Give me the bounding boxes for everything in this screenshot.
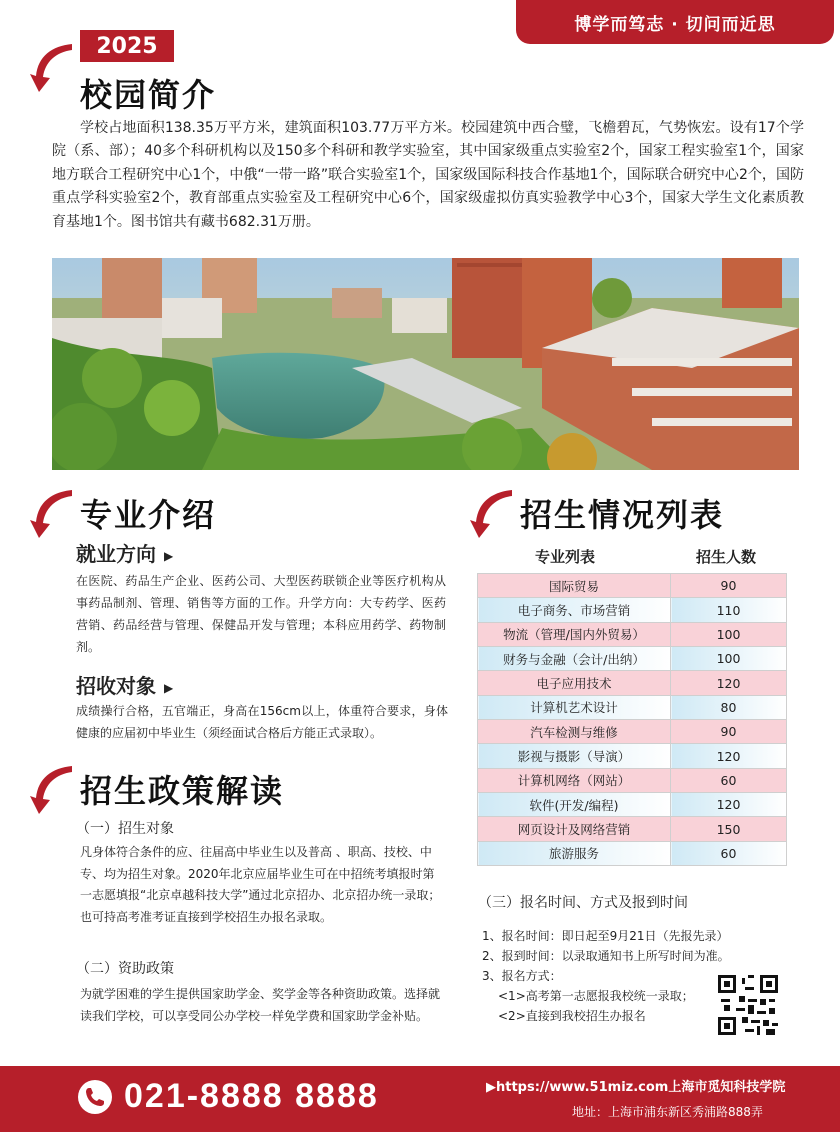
triangle-right-icon: ▶ (164, 548, 174, 563)
col-major-header: 专业列表 (535, 548, 596, 566)
campus-photo (52, 258, 799, 470)
count-cell: 60 (671, 768, 787, 792)
count-cell: 90 (671, 574, 787, 598)
major-cell: 物流（管理/国内外贸易） (478, 622, 671, 646)
campus-intro: 学校占地面积138.35万平方米，建筑面积103.77万平方米。校园建筑中西合璧，飞檐碧瓦，气势恢宏。设有17个学院（系、部）；40多个科研机构以及150多个科研和教学实验室，其中国家级重点实验室2个，国家工程实验室1个，国家地方联合工程研究中心1个，中俄“一带一路”联合实验室1个，国家级国际科技合作基地1个，国际联合研究中心2个，国防重点学科实验室2个，教育部重点实验室及工程研究中心6个，国家级虚拟仿真实验教学中心3个，国家大学生文化素质教育基地1个。图书馆共有藏书682.31万册。 (52, 120, 804, 230)
career-heading (76, 538, 173, 567)
registration-heading: （三）报名时间、方式及报到时间 (478, 895, 688, 911)
target-text: 成绩操行合格，五官端正，身高在156cm以上，体重符合要求，身体健康的应届初中毕业生（须经面试合格后方能正式录取）。 (76, 704, 448, 740)
count-cell: 120 (671, 671, 787, 695)
career-heading-text: 就业方向 (76, 542, 156, 566)
major-cell: 国际贸易 (478, 574, 671, 598)
major-cell: 旅游服务 (478, 841, 671, 865)
table-row (478, 768, 787, 792)
table-row (478, 744, 787, 768)
policy-sec2-text: 为就学困难的学生提供国家助学金、奖学金等各种资助政策。选择就读我们学校，可以享受同公办学校一样免学费和国家助学金补贴。 (80, 987, 441, 1023)
registration-list (482, 926, 730, 1026)
footer-bar (0, 1066, 840, 1132)
triangle-right-icon: ▶ (164, 680, 174, 695)
count-cell: 150 (671, 817, 787, 841)
count-cell: 100 (671, 622, 787, 646)
major-cell: 财务与金融（会计/出纳） (478, 647, 671, 671)
registration-way: <1>高考第一志愿报我校统一录取； (498, 989, 694, 1003)
phone-icon (78, 1080, 112, 1114)
curved-arrow-icon (30, 40, 76, 92)
major-cell: 影视与摄影（导演） (478, 744, 671, 768)
registration-item: 2、报到时间：以录取通知书上所写时间为准。 (482, 949, 730, 963)
address: 地址：上海市浦东新区秀浦路888弄 (572, 1105, 763, 1119)
major-cell: 电子商务、市场营销 (478, 598, 671, 622)
career-text: 在医院、药品生产企业、医药公司、大型医药联锁企业等医疗机构从事药品制剂、管理、销售等方面的工作。升学方向：大专药学、医药营销、药品经营与管理、保健品开发与管理；本科应用药学、药物制剂。 (76, 574, 446, 654)
col-count-header: 招生人数 (696, 548, 757, 566)
count-cell: 100 (671, 647, 787, 671)
table-row (478, 793, 787, 817)
major-cell: 电子应用技术 (478, 671, 671, 695)
count-cell: 120 (671, 793, 787, 817)
table-row (478, 817, 787, 841)
count-cell: 110 (671, 598, 787, 622)
curved-arrow-icon (470, 486, 516, 538)
table-row (478, 720, 787, 744)
table-row (478, 695, 787, 719)
policy-sec2-heading: （二）资助政策 (76, 961, 174, 977)
year-badge: 2025 (80, 30, 174, 62)
major-cell: 计算机网络（网站） (478, 768, 671, 792)
count-cell: 80 (671, 695, 787, 719)
major-title: 专业介绍 (80, 496, 217, 534)
target-heading-text: 招收对象 (76, 674, 156, 698)
registration-item: 1、报名时间：即日起至9月21日（先报先录） (482, 929, 729, 943)
registration-item: 3、报名方式： (482, 969, 562, 983)
policy-title: 招生政策解读 (80, 772, 285, 810)
count-cell: 60 (671, 841, 787, 865)
major-cell: 汽车检测与维修 (478, 720, 671, 744)
website-link[interactable]: ▶https://www.51miz.com上海市觅知科技学院 (486, 1080, 786, 1095)
campus-title: 校园简介 (80, 76, 217, 114)
policy-sec1-heading: （一）招生对象 (76, 821, 174, 837)
enrollment-title: 招生情况列表 (520, 496, 725, 534)
table-row (478, 598, 787, 622)
major-cell: 网页设计及网络营销 (478, 817, 671, 841)
phone-number[interactable]: 021-8888 8888 (124, 1077, 379, 1115)
table-row (478, 671, 787, 695)
table-row (478, 841, 787, 865)
registration-way: <2>直接到我校招生办报名 (498, 1009, 646, 1023)
target-heading (76, 670, 173, 699)
count-cell: 120 (671, 744, 787, 768)
count-cell: 90 (671, 720, 787, 744)
table-row (478, 622, 787, 646)
policy-sec1-text: 凡身体符合条件的应、往届高中毕业生以及普高 、职高、技校、中专、均为招生对象。2020年北京应届毕业生可在中招统考填报时第一志愿填报“北京卓越科技大学”通过北京招办、北京招办统一录取；也可持高考准考证直接到学校招生办报名录取。 (80, 845, 441, 924)
major-cell: 软件(开发/编程) (478, 793, 671, 817)
slogan-banner: 博学而笃志 · 切问而近思 (516, 0, 834, 44)
enrollment-table (477, 573, 787, 866)
curved-arrow-icon (30, 762, 76, 814)
major-cell: 计算机艺术设计 (478, 695, 671, 719)
curved-arrow-icon (30, 486, 76, 538)
table-row (478, 647, 787, 671)
table-row (478, 574, 787, 598)
qr-code[interactable] (718, 975, 778, 1035)
